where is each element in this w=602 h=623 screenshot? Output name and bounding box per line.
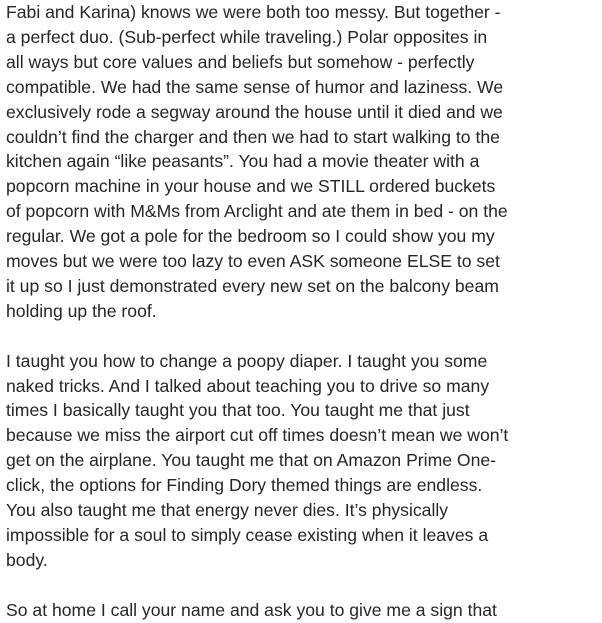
text-line: compatible. We had the same sense of humor and laziness. We — [6, 76, 504, 97]
text-line: all ways but core values and beliefs but somehow - perfectly — [6, 51, 475, 72]
text-line: click, the options for Finding Dory themed things are endless. — [6, 475, 483, 496]
paragraph-3 — [6, 598, 598, 623]
text-line: exclusively rode a segway around the house until it died and we — [6, 101, 503, 122]
paragraph-spacer — [6, 324, 598, 349]
text-line: So at home I call your name and ask you to give me a sign that — [6, 599, 497, 620]
text-line: popcorn machine in your house and we STILL ordered buckets — [6, 176, 496, 197]
text-line: couldn’t find the charger and then we had to start walking to the — [6, 126, 500, 147]
text-line: You also taught me that energy never dies. It’s physically — [6, 500, 449, 521]
paragraph-1 — [6, 0, 598, 324]
text-line: regular. We got a pole for the bedroom so I could show you my — [6, 226, 495, 247]
paragraph-spacer — [6, 573, 598, 598]
paragraph-2 — [6, 349, 598, 573]
text-line: it up so I just demonstrated every new set on the balcony beam — [6, 275, 499, 296]
document-body — [6, 0, 598, 623]
text-line: because we miss the airport cut off times doesn’t mean we won’t — [6, 425, 509, 446]
text-line: body. — [6, 549, 48, 570]
text-line: get on the airplane. You taught me that on Amazon Prime One- — [6, 450, 497, 471]
text-line: of popcorn with M&Ms from Arclight and ate them in bed - on the — [6, 201, 508, 222]
text-line: holding up the roof. — [6, 300, 157, 321]
text-line: impossible for a soul to simply cease existing when it leaves a — [6, 525, 489, 546]
text-line: a perfect duo. (Sub-perfect while traveling.) Polar opposites in — [6, 26, 488, 47]
text-line: Fabi and Karina) knows we were both too messy. But together - — [6, 2, 501, 22]
text-line: times I basically taught you that too. You taught me that just — [6, 400, 470, 421]
text-line: I taught you how to change a poopy diaper. I taught you some — [6, 350, 488, 371]
text-line: naked tricks. And I talked about teaching you to drive so many — [6, 375, 490, 396]
text-line: kitchen again “like peasants”. You had a movie theater with a — [6, 151, 480, 172]
text-line: moves but we were too lazy to even ASK someone ELSE to set — [6, 251, 500, 272]
